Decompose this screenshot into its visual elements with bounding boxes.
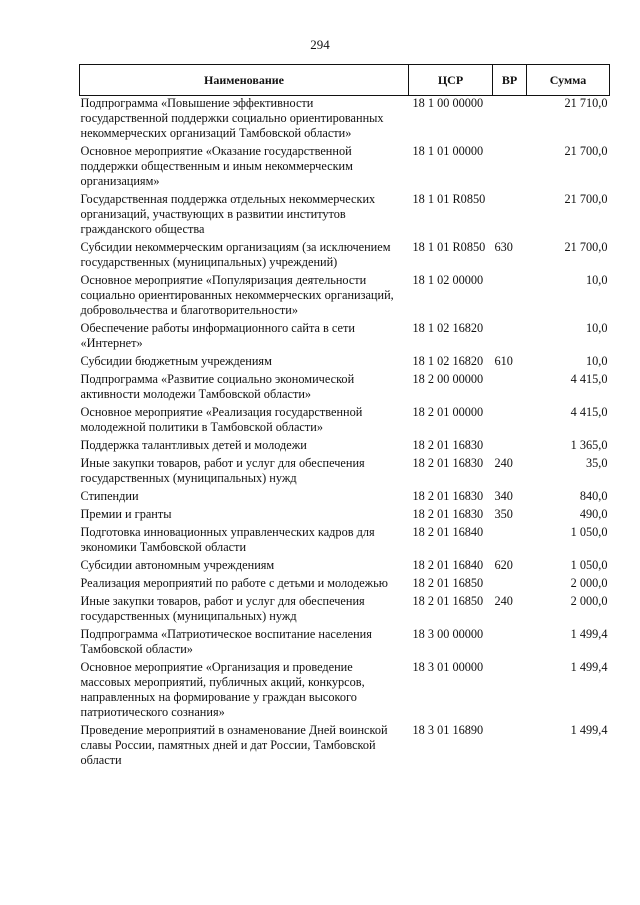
cell-name: Проведение мероприятий в ознаменование Дней воинской славы России, памятных дней и дат России, Тамбовской области [80,723,388,767]
table-row [80,240,610,273]
cell-csr: 18 1 01 00000 [412,144,484,158]
page-number: 294 [310,37,330,52]
cell-vr [493,660,527,723]
cell-vr [493,576,527,594]
cell-name: Подготовка инновационных управленческих кадров для экономики Тамбовской области [80,525,375,554]
cell-sum: 35,0 [585,456,608,470]
cell-vr [493,372,527,405]
cell-vr: 630 [494,240,513,254]
cell-name: Субсидии бюджетным учреждениям [80,354,272,368]
cell-csr: 18 1 01 R0850 [412,192,486,206]
cell-csr: 18 2 01 16830 [412,438,484,452]
table-row [80,723,610,771]
cell-sum: 1 499,4 [570,627,608,641]
cell-vr: 620 [494,558,513,572]
cell-vr [493,321,527,354]
header-name: Наименование [80,65,409,96]
cell-name: Подпрограмма «Повышение эффективности государственной поддержки социально ориентированных некоммерческих организаций Тамбовской области» [80,96,384,140]
cell-csr: 18 2 01 00000 [412,405,484,419]
cell-sum: 21 700,0 [564,144,608,158]
cell-vr [493,405,527,438]
cell-name: Иные закупки товаров, работ и услуг для обеспечения государственных (муниципальных) нужд [80,456,365,485]
cell-vr: 350 [494,507,513,521]
cell-name: Основное мероприятие «Организация и проведение массовых мероприятий, публичных акций, конкурсов, направленных на формирование у граждан высокого патриотического сознания» [80,660,365,719]
table-row [80,192,610,240]
table-row [80,558,610,576]
cell-name: Основное мероприятие «Реализация государственной молодежной политики в Тамбовской области» [80,405,363,434]
cell-sum: 840,0 [579,489,608,503]
table-row [80,627,610,660]
cell-vr: 240 [494,594,513,608]
cell-name: Премии и гранты [80,507,172,521]
cell-sum: 10,0 [585,354,608,368]
cell-csr: 18 2 01 16850 [412,576,484,590]
cell-name: Подпрограмма «Патриотическое воспитание населения Тамбовской области» [80,627,372,656]
cell-vr: 610 [494,354,513,368]
cell-name: Обеспечение работы информационного сайта в сети «Интернет» [80,321,355,350]
cell-sum: 1 050,0 [570,525,608,539]
header-vr: ВР [493,65,527,96]
cell-csr: 18 2 01 16830 [412,507,484,521]
cell-sum: 1 365,0 [570,438,608,452]
cell-sum: 2 000,0 [570,594,608,608]
cell-sum: 2 000,0 [570,576,608,590]
cell-name: Иные закупки товаров, работ и услуг для обеспечения государственных (муниципальных) нужд [80,594,365,623]
cell-csr: 18 1 02 16820 [412,354,484,368]
cell-name: Реализация мероприятий по работе с детьми и молодежью [80,576,388,590]
table-row [80,405,610,438]
cell-sum: 21 700,0 [564,192,608,206]
cell-vr [493,96,527,145]
table-header [80,65,610,96]
table-row [80,660,610,723]
cell-vr: 240 [494,456,513,470]
cell-vr [493,273,527,321]
cell-sum: 1 499,4 [570,660,608,674]
table-row [80,594,610,627]
cell-vr [493,627,527,660]
table-row [80,489,610,507]
table-row [80,321,610,354]
header-csr: ЦСР [409,65,493,96]
cell-vr [493,192,527,240]
cell-csr: 18 3 00 00000 [412,627,484,641]
cell-csr: 18 3 01 16890 [412,723,484,737]
cell-vr [493,438,527,456]
cell-name: Субсидии автономным учреждениям [80,558,275,572]
cell-csr: 18 1 01 R0850 [412,240,486,254]
cell-vr [493,723,527,771]
table-row [80,354,610,372]
cell-csr: 18 2 01 16830 [412,489,484,503]
cell-csr: 18 2 01 16830 [412,456,484,470]
header-sum: Сумма [527,65,610,96]
table-row [80,507,610,525]
cell-sum: 10,0 [585,273,608,287]
cell-csr: 18 1 00 00000 [412,96,484,110]
cell-sum: 490,0 [579,507,608,521]
table-body [80,96,610,772]
table-row [80,438,610,456]
table-row [80,273,610,321]
cell-name: Основное мероприятие «Популяризация деятельности социально ориентированных некоммерческих организаций, добровольчества и благотворительности» [80,273,394,317]
cell-csr: 18 1 02 00000 [412,273,484,287]
cell-vr [493,525,527,558]
table-row [80,372,610,405]
cell-sum: 4 415,0 [570,372,608,386]
cell-sum: 21 700,0 [564,240,608,254]
cell-csr: 18 2 01 16850 [412,594,484,608]
cell-sum: 1 050,0 [570,558,608,572]
table-row [80,96,610,145]
cell-vr [493,144,527,192]
cell-sum: 4 415,0 [570,405,608,419]
cell-name: Поддержка талантливых детей и молодежи [80,438,307,452]
cell-sum: 10,0 [585,321,608,335]
cell-name: Основное мероприятие «Оказание государственной поддержки общественным и иным некоммерческим организациям» [80,144,353,188]
table-row [80,144,610,192]
cell-csr: 18 2 01 16840 [412,558,484,572]
cell-csr: 18 2 01 16840 [412,525,484,539]
cell-sum: 21 710,0 [564,96,608,110]
cell-csr: 18 3 01 00000 [412,660,484,674]
table-row [80,525,610,558]
cell-sum: 1 499,4 [570,723,608,737]
cell-name: Государственная поддержка отдельных некоммерческих организаций, участвующих в развитии институтов гражданского общества [80,192,376,236]
cell-name: Стипендии [80,489,139,503]
budget-table [79,64,610,771]
table-row [80,576,610,594]
table-row [80,456,610,489]
header-row [80,65,610,96]
cell-name: Субсидии некоммерческим организациям (за исключением государственных (муниципальных) учреждений) [80,240,391,269]
cell-vr: 340 [494,489,513,503]
cell-csr: 18 2 00 00000 [412,372,484,386]
cell-name: Подпрограмма «Развитие социально экономической активности молодежи Тамбовской области» [80,372,355,401]
cell-csr: 18 1 02 16820 [412,321,484,335]
